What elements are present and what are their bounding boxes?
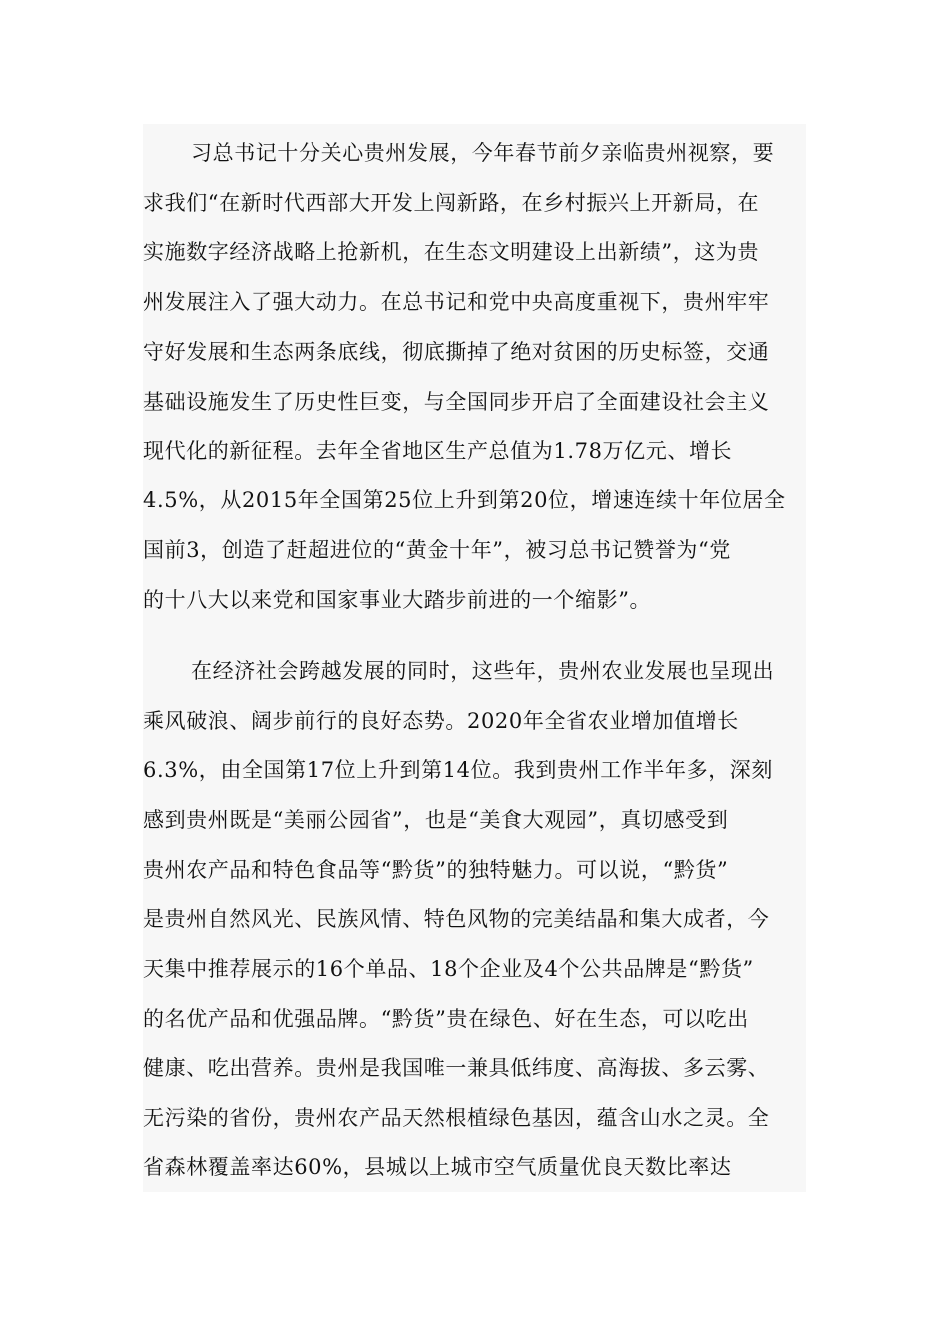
paragraph-1-line: 4.5%，从2015年全国第25位上升到第20位，增速连续十年位居全 (143, 488, 786, 512)
paragraph-2-line: 的名优产品和优强品牌。“黔货”贵在绿色、好在生态，可以吃出 (143, 1007, 749, 1031)
paragraph-1-line: 基础设施发生了历史性巨变，与全国同步开启了全面建设社会主义 (143, 390, 770, 414)
paragraph-2-line: 天集中推荐展示的16个单品、18个企业及4个公共品牌是“黔货” (143, 957, 754, 981)
paragraph-2-line: 感到贵州既是“美丽公园省”，也是“美食大观园”，真切感受到 (143, 808, 729, 832)
paragraph-2-line: 乘风破浪、阔步前行的良好态势。2020年全省农业增加值增长 (143, 709, 739, 733)
paragraph-1-line: 现代化的新征程。去年全省地区生产总值为1.78万亿元、增长 (143, 439, 733, 463)
paragraph-2-line: 无污染的省份，贵州农产品天然根植绿色基因，蕴含山水之灵。全 (143, 1106, 770, 1130)
paragraph-2-line: 在经济社会跨越发展的同时，这些年，贵州农业发展也呈现出 (191, 659, 775, 683)
paragraph-2-line: 贵州农产品和特色食品等“黔货”的独特魅力。可以说，“黔货” (143, 858, 729, 882)
paragraph-1-line: 国前3，创造了赶超进位的“黄金十年”，被习总书记赞誉为“党 (143, 538, 731, 562)
paragraph-2-line: 是贵州自然风光、民族风情、特色风物的完美结晶和集大成者，今 (143, 907, 770, 931)
paragraph-1-line: 习总书记十分关心贵州发展，今年春节前夕亲临贵州视察，要 (191, 141, 775, 165)
paragraph-1-line: 的十八大以来党和国家事业大踏步前进的一个缩影”。 (143, 588, 652, 612)
paragraph-1-line: 实施数字经济战略上抢新机，在生态文明建设上出新绩”，这为贵 (143, 240, 760, 264)
document-text-block (143, 124, 806, 1192)
paragraph-2-line: 6.3%，由全国第17位上升到第14位。我到贵州工作半年多，深刻 (143, 758, 773, 782)
paragraph-1-line: 守好发展和生态两条底线，彻底撕掉了绝对贫困的历史标签，交通 (143, 340, 770, 364)
paragraph-1-line: 州发展注入了强大动力。在总书记和党中央高度重视下，贵州牢牢 (143, 290, 770, 314)
paragraph-1-line: 求我们“在新时代西部大开发上闯新路，在乡村振兴上开新局，在 (143, 191, 760, 215)
paragraph-2-line: 健康、吃出营养。贵州是我国唯一兼具低纬度、高海拔、多云雾、 (143, 1056, 770, 1080)
paragraph-2-line: 省森林覆盖率达60%，县城以上城市空气质量优良天数比率达 (143, 1155, 732, 1179)
